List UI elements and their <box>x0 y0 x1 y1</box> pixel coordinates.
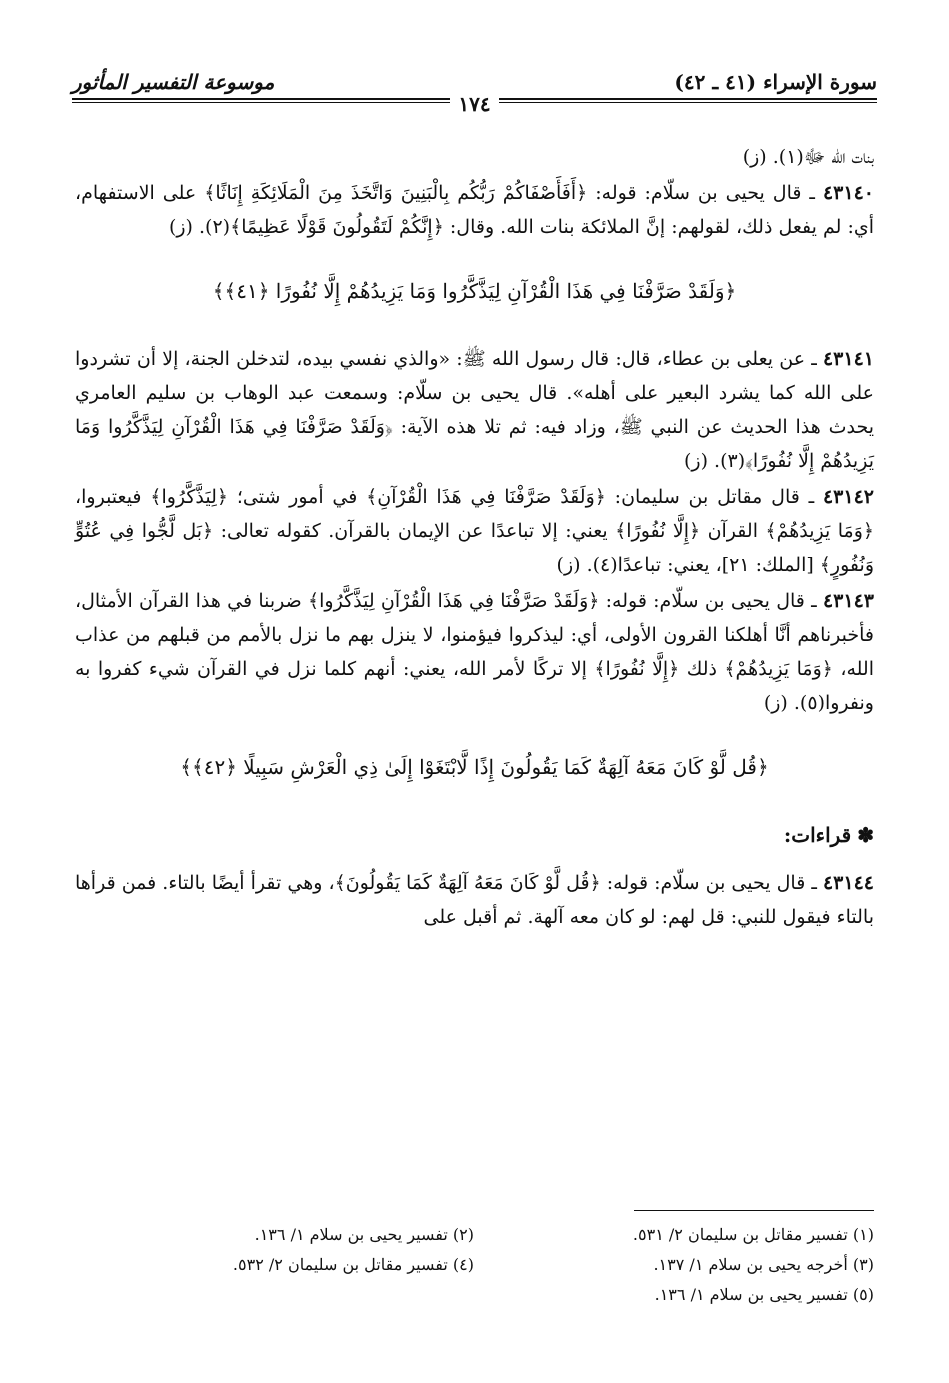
athar-text: ـ قال يحيى بن سلّام: قوله: ﴿قُل لَّوْ كَانَ مَعَهُ آلِهَةٌ كَمَا يَقُولُونَ﴾، وهي تقرأ أيضًا بالتاء. فمن قرأها بالتاء فيقول للنبي: قل لهم: لو كان معه آلهة. ثم أقبل على <box>75 872 874 928</box>
page-number-wrap <box>72 92 877 116</box>
quran-verse-41: ﴿وَلَقَدْ صَرَّفْنَا فِي هَذَا الْقُرْآنِ لِيَذَّكَّرُوا وَمَا يَزِيدُهُمْ إِلَّا نُفُورًا ﴿٤١﴾﴾ <box>212 279 737 303</box>
athar-number: ٤٣١٤٤ <box>822 872 874 894</box>
surah-title: سورة الإسراء (٤١ ـ ٤٢) <box>674 70 877 94</box>
book-title: موسوعة التفسير المأثور <box>72 70 275 94</box>
footnote-5: (٥) تفسير يحيى بن سلام ١/ ١٣٦. <box>654 1285 874 1304</box>
athar-43144 <box>75 866 874 934</box>
athar-43143 <box>75 584 874 720</box>
athar-43141 <box>75 342 874 478</box>
footnote-2: (٢) تفسير يحيى بن سلام ١/ ١٣٦. <box>254 1225 474 1244</box>
footnote-separator <box>634 1210 874 1211</box>
athar-text: ـ عن يعلى بن عطاء، قال: قال رسول الله ﷺ: «والذي نفسي بيده، لتدخلن الجنة، إلا أن تشردوا على الله كما يشرد البعير على أهله». قال يحيى بن سلّام: وسمعت عبد الوهاب بن سليم العامري يحدث هذا الحديث عن النبي ﷺ، وزاد فيه: ثم تلا هذه الآية: ﴿وَلَقَدْ صَرَّفْنَا فِي هَذَا الْقُرْآنِ لِيَذَّكَّرُوا وَمَا يَزِيدُهُمْ إِلَّا نُفُورًا﴾(٣). (ز) <box>75 348 874 472</box>
page-number: ١٧٤ <box>450 92 498 116</box>
flower-icon: ✽ <box>857 823 874 847</box>
athar-number: ٤٣١٤٣ <box>822 590 874 612</box>
section-heading <box>75 818 874 852</box>
athar-text: ـ قال مقاتل بن سليمان: ﴿وَلَقَدْ صَرَّفْنَا فِي هَذَا الْقُرْآنِ﴾ في أمور شتى؛ ﴿لِيَذَّكَّرُوا﴾ فيعتبروا، ﴿وَمَا يَزِيدُهُمْ﴾ القرآن ﴿إِلَّا نُفُورًا﴾ يعني: إلا تباعدًا عن الإيمان بالقرآن. كقوله تعالى: ﴿بَل لَّجُّوا فِي عُتُوٍّ وَنُفُورٍ﴾ [الملك: ٢١]، يعني: تباعدًا(٤). (ز) <box>75 486 874 576</box>
athar-text: ـ قال يحيى بن سلّام: قوله: ﴿أَفَأَصْفَاكُمْ رَبُّكُم بِالْبَنِينَ وَاتَّخَذَ مِنَ الْمَلَائِكَةِ إِنَاثًا﴾ على الاستفهام، أي: لم يفعل ذلك، لقولهم: إنَّ الملائكة بنات الله. وقال: ﴿إِنَّكُمْ لَتَقُولُونَ قَوْلًا عَظِيمًا﴾(٢). (ز) <box>75 182 874 238</box>
footnotes <box>75 1220 874 1320</box>
paragraph-continuation <box>75 140 874 174</box>
footnote-1: (١) تفسير مقاتل بن سليمان ٢/ ٥٣١. <box>632 1225 874 1244</box>
athar-number: ٤٣١٤٠ <box>822 182 874 204</box>
main-text <box>75 140 874 936</box>
section-title: قراءات: <box>783 823 852 847</box>
quran-verse-42: ﴿قُل لَّوْ كَانَ مَعَهُ آلِهَةٌ كَمَا يَقُولُونَ إِذًا لَّابْتَغَوْا إِلَىٰ ذِي الْعَرْشِ سَبِيلًا ﴿٤٢﴾﴾ <box>180 755 769 779</box>
athar-43140 <box>75 176 874 244</box>
footnote-3: (٣) أخرجه يحيى بن سلام ١/ ١٣٧. <box>653 1255 874 1274</box>
athar-number: ٤٣١٤٢ <box>822 486 874 508</box>
athar-43142 <box>75 480 874 582</box>
footnote-4: (٤) تفسير مقاتل بن سليمان ٢/ ٥٣٢. <box>232 1255 474 1274</box>
paragraph-text: بنات الله ﷻ(١). (ز) <box>742 146 874 168</box>
athar-text: ـ قال يحيى بن سلّام: قوله: ﴿وَلَقَدْ صَرَّفْنَا فِي هَذَا الْقُرْآنِ لِيَذَّكَّرُوا﴾ ضربنا في هذا القرآن الأمثال، فأخبرناهم أنَّا أهلكنا القرون الأولى، أي: ليذكروا فيؤمنوا، لا ينزل بهم ما نزل بالأمم من قبلهم من عذاب الله، ﴿وَمَا يَزِيدُهُمْ﴾ ذلك ﴿إِلَّا نُفُورًا﴾ إلا تركًا لأمر الله، يعني: أنهم كلما نزل في القرآن شيء كفروا به ونفروا(٥). (ز) <box>75 590 874 714</box>
page-header <box>72 62 877 116</box>
athar-number: ٤٣١٤١ <box>822 348 874 370</box>
